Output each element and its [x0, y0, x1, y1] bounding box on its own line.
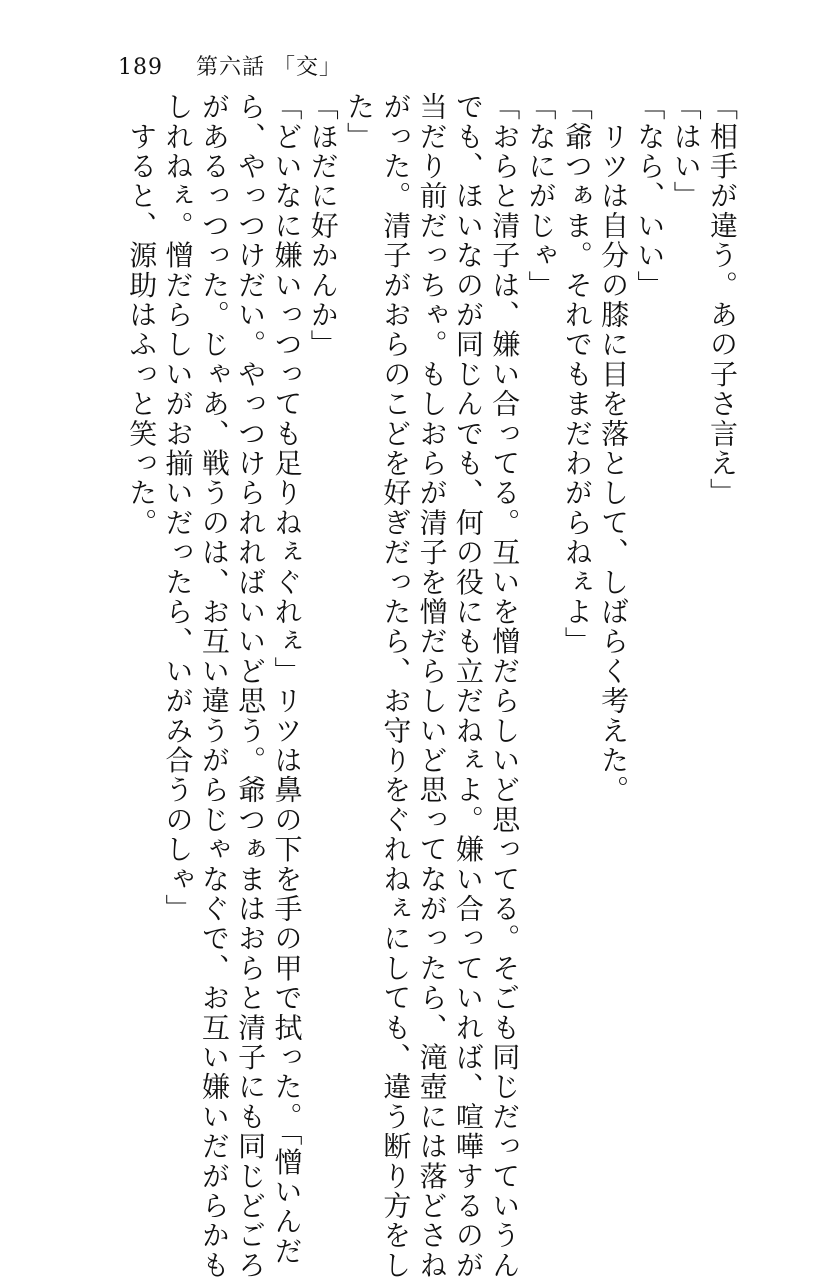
text-line: 「爺つぁま。それでもまだわがらねぇよ」 — [560, 92, 594, 657]
text-line: 「なにがじゃ」 — [524, 92, 558, 300]
text-line: ら、やっつけだい。やっつけられればいいど思う。爺つぁまはおらと清子にも同じどごろ — [234, 92, 268, 1280]
page-number: 189 — [118, 55, 163, 80]
text-line: 「ほだに好かんか」 — [306, 92, 340, 360]
text-line: 「相手が違う。あの子さ言え」 — [706, 92, 739, 508]
text-line: リツは自分の膝に目を落として、しばらく考えた。 — [597, 92, 631, 805]
text-line: すると、源助はふっと笑った。 — [125, 92, 159, 538]
text-line: でも、ほいなのが同じんでも、何の役にも立だねぇよ。嫌い合っていれば、喧嘩するのが — [451, 92, 485, 1280]
text-line: しれねぇ。憎だらしいがお揃いだったら、いがみ合うのしゃ」 — [161, 92, 195, 924]
running-header — [118, 50, 342, 81]
text-line: 「はい」 — [669, 92, 703, 211]
text-line: 「おらと清子は、嫌い合ってる。互いを憎だらしいど思ってる。そごも同じだっていうん — [488, 92, 522, 1280]
text-line: 「なら、いい」 — [633, 92, 667, 300]
text-line: 当だり前だっちゃ。もしおらが清子を憎だらしいど思ってながったら、滝壺には落どさね — [415, 92, 449, 1280]
vertical-body-text — [123, 92, 740, 1280]
text-line: た」 — [343, 92, 377, 152]
text-line: 「どいなに嫌いっつっても足りねぇぐれぇ」リツは鼻の下を手の甲で拭った。「憎いんだ — [270, 92, 304, 1266]
text-line: がった。清子がおらのこどを好ぎだったら、お守りをぐれねぇにしても、違う断り方をし — [379, 92, 413, 1280]
chapter-title: 第六話 「交」 — [196, 55, 342, 80]
text-line: があるっつった。じゃあ、戦うのは、お互い違うがらじゃなぐで、お互い嫌いだがらかも — [197, 92, 231, 1280]
